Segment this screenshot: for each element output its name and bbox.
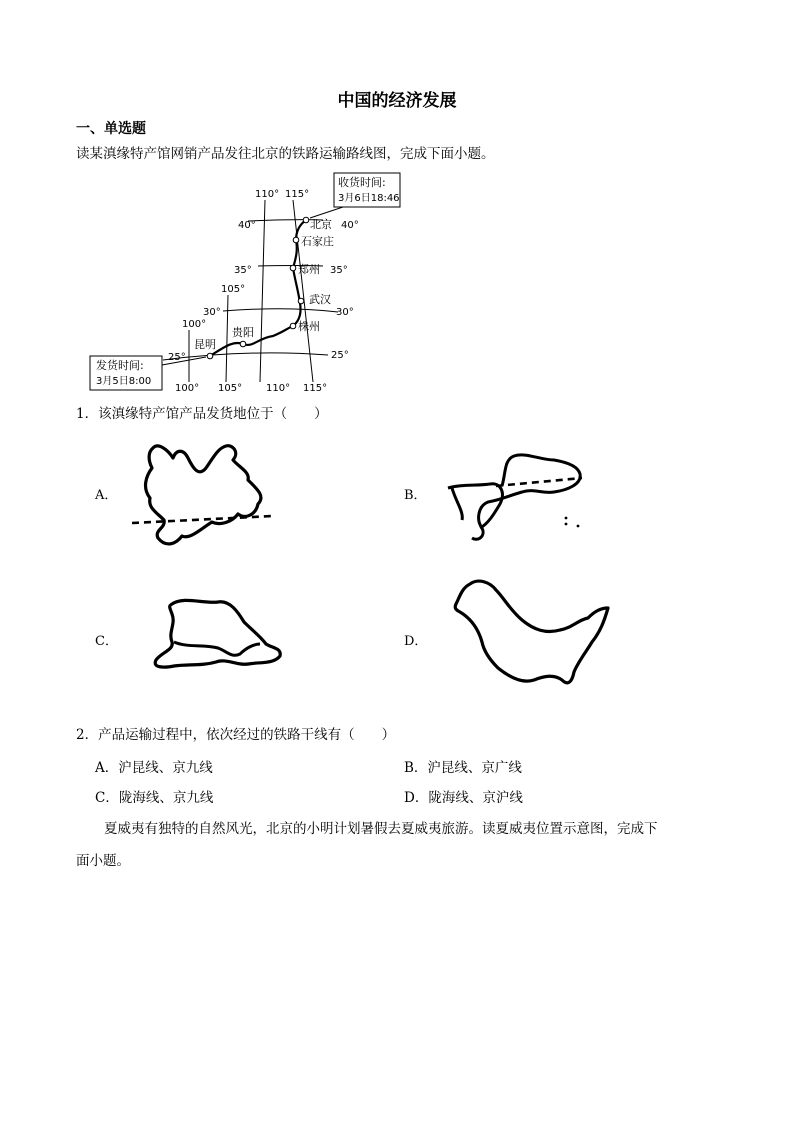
send-label: 发货时间: [96, 359, 144, 372]
q1-option-a-label[interactable]: A． [95, 488, 118, 503]
q1-option-d-label[interactable]: D． [404, 634, 428, 649]
wuhan-marker [298, 298, 304, 304]
city-label: 石家庄 [301, 235, 334, 248]
railway-route-map [88, 170, 400, 396]
city-label: 昆明 [194, 338, 216, 351]
lat-label: 30° [336, 307, 354, 318]
q2-option-b[interactable]: B．沪昆线、京广线 [404, 760, 522, 776]
zhuzhou-marker [290, 323, 296, 329]
lat-label: 25° [168, 352, 186, 363]
q1-option-d-map[interactable] [448, 572, 618, 692]
question-1-stem: 1．该滇缘特产馆产品发货地位于（ ） [76, 406, 328, 422]
lat-label: 40° [341, 220, 359, 231]
q1-option-b-label[interactable]: B． [404, 488, 427, 503]
lat-label: 35° [234, 265, 252, 276]
section-heading: 一、单选题 [76, 121, 146, 137]
q1-option-c-map[interactable] [148, 592, 288, 682]
q2-option-d[interactable]: D．陇海线、京沪线 [404, 790, 523, 806]
q2-option-c[interactable]: C．陇海线、京九线 [95, 790, 214, 806]
passage-line-1: 夏威夷有独特的自然风光，北京的小明计划暑假去夏威夷旅游。读夏威夷位置示意图，完成下 [104, 821, 658, 837]
lon-label: 115° [303, 383, 328, 394]
lon-label: 105° [218, 383, 243, 394]
beijing-marker [303, 217, 309, 223]
lon-label: 115° [285, 189, 310, 200]
lon-label: 100° [182, 319, 207, 330]
lon-label: 105° [221, 284, 246, 295]
city-label: 北京 [310, 218, 332, 231]
intro-text: 读某滇缘特产馆网销产品发往北京的铁路运输路线图，完成下面小题。 [76, 146, 495, 162]
q2-option-a[interactable]: A．沪昆线、京九线 [95, 760, 213, 776]
guiyang-marker [240, 341, 246, 347]
lat-label: 35° [330, 265, 348, 276]
city-label: 武汉 [309, 293, 331, 306]
city-label: 株州 [298, 320, 320, 333]
lon-label: 110° [255, 189, 280, 200]
kunming-marker [207, 353, 213, 359]
city-label: 贵阳 [232, 326, 254, 339]
passage-line-2: 面小题。 [76, 853, 130, 869]
page-title: 中国的经济发展 [337, 91, 457, 111]
question-2-stem: 2．产品运输过程中，依次经过的铁路干线有（ ） [76, 727, 396, 743]
q1-option-b-map[interactable] [442, 446, 592, 546]
send-time: 3月5日8:00 [96, 376, 152, 387]
zhengzhou-marker [290, 265, 296, 271]
lat-label: 25° [331, 350, 349, 361]
lat-label: 30° [203, 307, 221, 318]
lat-label: 40° [238, 220, 256, 231]
city-label: 郑州 [298, 263, 320, 276]
shijiazhuang-marker [293, 237, 299, 243]
lon-label: 110° [266, 383, 291, 394]
q1-option-c-label[interactable]: C． [95, 634, 118, 649]
receive-time: 3月6日18:46 [338, 193, 400, 204]
lon-label: 100° [175, 383, 200, 394]
q1-option-a-map[interactable] [128, 438, 278, 550]
receive-label: 收货时间: [338, 176, 386, 189]
